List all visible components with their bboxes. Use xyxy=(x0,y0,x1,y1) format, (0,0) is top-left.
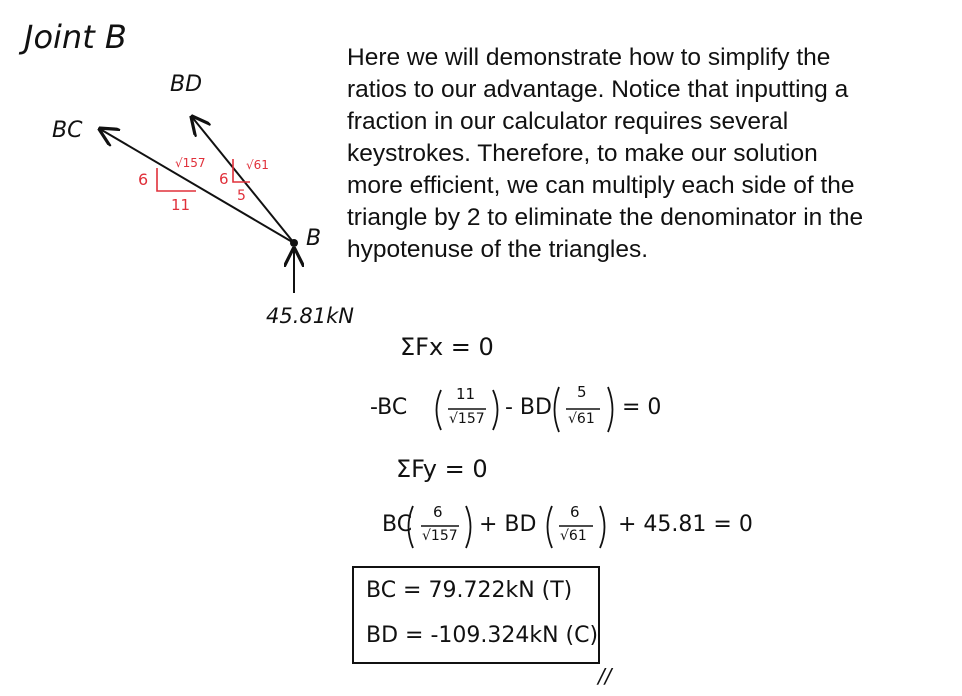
paragraph-line: more efficient, we can multiply each side of the xyxy=(347,172,855,199)
fy-num-1: 6 xyxy=(433,503,443,521)
paren-left xyxy=(437,390,442,430)
final-answer-mark: // xyxy=(598,664,612,688)
fx-term-bc: -BC xyxy=(370,395,408,420)
page-title: Joint B xyxy=(24,18,127,56)
fx-den-1: √157 xyxy=(449,411,485,427)
fy-term-bd: + BD xyxy=(479,512,537,537)
paragraph-line: fraction in our calculator requires several xyxy=(347,108,789,135)
fx-rhs: = 0 xyxy=(622,395,662,420)
paren-right xyxy=(493,390,498,430)
tri-left-horizontal: 11 xyxy=(171,196,191,214)
fy-den-1: √157 xyxy=(422,528,458,544)
fx-term-bd: - BD xyxy=(505,395,552,420)
member-bd-line xyxy=(192,117,294,243)
paren-right xyxy=(600,506,605,548)
fy-rhs: + 45.81 = 0 xyxy=(618,512,753,537)
label-b: B xyxy=(306,226,322,251)
tri-left-vertical: 6 xyxy=(138,170,149,189)
paragraph-line: ratios to our advantage. Notice that inputting a xyxy=(347,76,849,103)
fx-den-2: √61 xyxy=(568,411,595,427)
answer-box xyxy=(352,566,600,664)
tri-right-hyp: √61 xyxy=(246,158,269,172)
paren-left xyxy=(548,506,553,548)
answer-bd: BD = -109.324kN (C) xyxy=(366,623,599,648)
sum-fy-equation: ΣFy = 0 xyxy=(396,455,488,483)
member-bc-line xyxy=(100,129,294,243)
paragraph-line: keystrokes. Therefore, to make our solution xyxy=(347,140,818,167)
paren-right xyxy=(466,506,471,548)
fy-den-2: √61 xyxy=(560,528,587,544)
explanation-paragraph xyxy=(347,42,947,266)
load-label: 45.81kN xyxy=(266,304,354,328)
paren-right xyxy=(608,387,613,432)
sum-fx-equation: ΣFx = 0 xyxy=(400,333,494,361)
fy-term-bc: BC xyxy=(382,512,413,537)
fx-num-2: 5 xyxy=(577,383,587,401)
tri-right-vertical: 6 xyxy=(219,170,229,188)
label-bd: BD xyxy=(170,72,203,97)
joint-b-dot xyxy=(290,239,298,247)
fy-num-2: 6 xyxy=(570,503,580,521)
answer-bc: BC = 79.722kN (T) xyxy=(366,578,573,603)
label-bc: BC xyxy=(52,118,83,143)
tri-left-hyp: √157 xyxy=(175,156,206,170)
paragraph-line: triangle by 2 to eliminate the denominator in the xyxy=(347,204,864,231)
slope-triangle-left xyxy=(157,168,196,191)
paragraph-line: Here we will demonstrate how to simplify the xyxy=(347,44,831,71)
paragraph-line: hypotenuse of the triangles. xyxy=(347,236,649,263)
tri-right-horizontal: 5 xyxy=(237,188,246,204)
fx-num-1: 11 xyxy=(456,385,476,403)
paren-left xyxy=(555,387,560,432)
